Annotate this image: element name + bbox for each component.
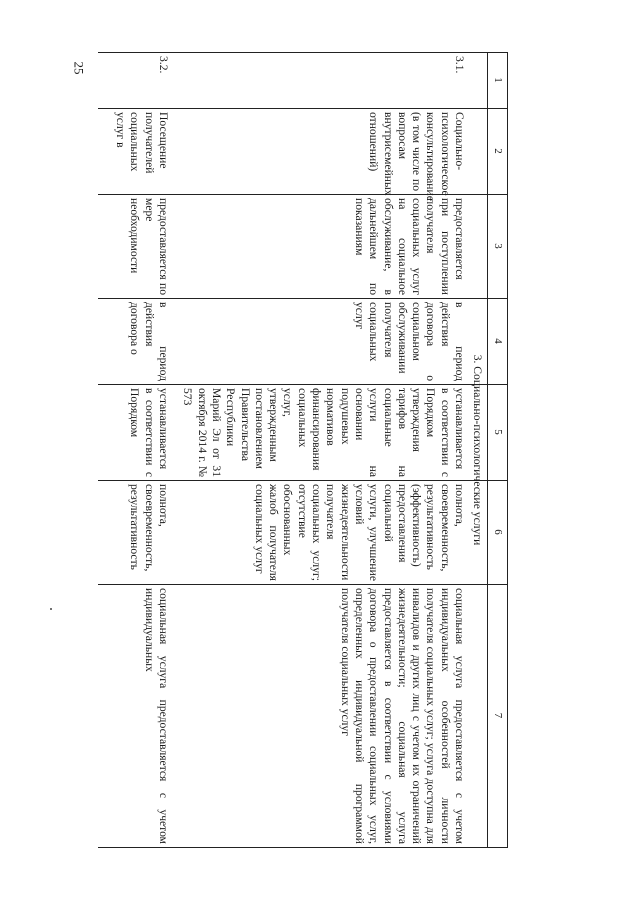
service-indicators: полнота, своевременность, результативность (эффективность) предоставления социальной услуги, улучшение условий жизнедеятельности получателя социальных услуг; отсутствие обоснованных жалоб получателя социальных услуг <box>252 484 466 581</box>
row-number: 3.1. <box>453 56 466 74</box>
service-name: Посещение получателей социальных услуг в <box>114 112 170 174</box>
col-header-6: 6 <box>492 529 504 535</box>
col-header-4: 4 <box>492 338 504 344</box>
col-border <box>98 480 508 481</box>
service-tariff: устанавливается в соответствии с Порядком утверждения тарифов на социальные услуги на основании подушевых нормативов финансирования социальных услуг, утвержденным постановлением Правительства Республики Марий Эл от 31 октября 2014 г. № 573 <box>181 388 466 477</box>
col-header-5: 5 <box>492 429 504 435</box>
col-border <box>98 584 508 585</box>
col-border <box>98 298 508 299</box>
service-periodicity: предоставляется по мере необходимости <box>128 198 170 295</box>
service-conditions: социальная услуга предоставляется с учетом индивидуальных особенностей личности получателя социальных услуг; услуга доступна для инвалидов и других лиц с учетом их ограничений жизнедеятельности; социальная услуга предоставляется в соответствии с условиями договора о предоставлении социальных услуг, определенных индивидуальной программой получателя социальных услуг <box>338 588 466 844</box>
service-name: Социально-психологическое консультирование (в том числе по вопросам внутрисемейных отношений) <box>367 112 466 201</box>
col-border <box>98 384 508 385</box>
header-bottom-border <box>487 52 488 848</box>
service-tariff: устанавливается в соответствии с Порядком <box>128 388 170 477</box>
service-term: в период действия договора о социальном обслуживании получателя социальных услуг <box>352 302 466 381</box>
service-indicators: полнота, своевременность, результативность <box>128 484 170 572</box>
services-table <box>98 52 508 848</box>
col-header-3: 3 <box>492 243 504 249</box>
service-periodicity: предоставляется при поступлении получателя социальных услуг на социальное обслуживание, в дальнейшем по показаниям <box>352 198 466 295</box>
table-top-border <box>507 52 508 848</box>
service-conditions: социальная услуга предоставляется с учетом индивидуальных <box>142 588 170 844</box>
col-header-7: 7 <box>492 712 504 719</box>
service-term: в период действия договора о <box>128 302 170 381</box>
page-number: 25 <box>71 61 87 75</box>
col-header-1: 1 <box>492 77 504 83</box>
col-header-2: 2 <box>492 148 504 154</box>
col-border <box>98 847 508 848</box>
section-title: 3. Социально-психологические услуги <box>471 354 484 546</box>
row-number: 3.2. <box>157 56 170 74</box>
